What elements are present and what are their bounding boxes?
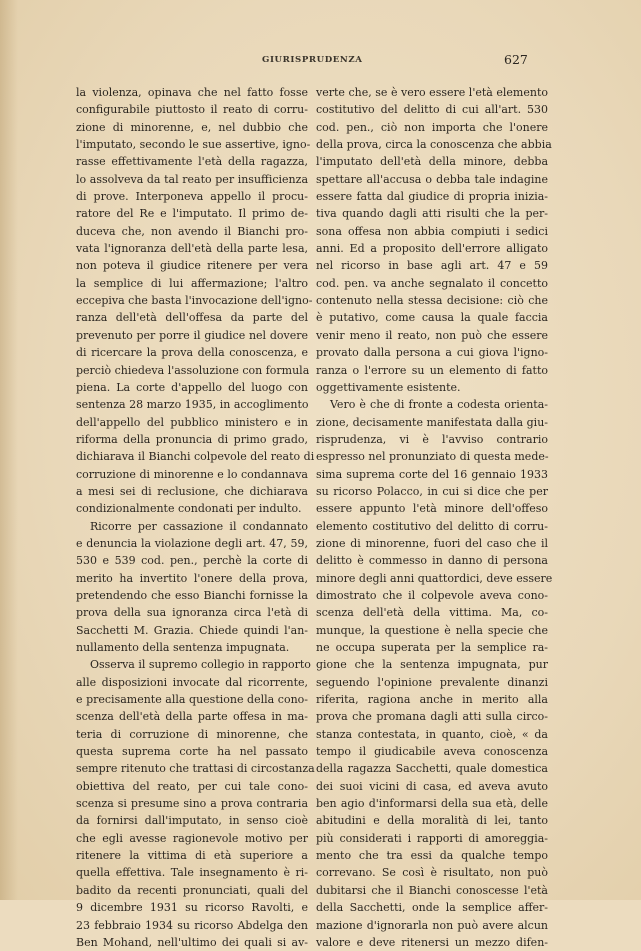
text-line: perciò chiedeva l'assoluzione con formula — [76, 363, 310, 377]
text-line: sentenza 28 marzo 1935, in accoglimento — [76, 398, 309, 412]
text-line: quella effettiva. Tale insegnamento è ri- — [76, 866, 308, 880]
text-line: a mesi sei di reclusione, che dichiarava — [76, 484, 308, 498]
text-line: condizionalmente condonati per indulto. — [76, 502, 302, 516]
text-line: Osserva il supremo collegio in rapporto — [90, 658, 311, 672]
text-line: obiettiva del reato, per cui tale cono- — [76, 779, 308, 793]
text-line: zione di minorenne, e, nel dubbio che — [76, 120, 308, 134]
text-line: espresso nel pronunziato di questa mede- — [316, 450, 549, 464]
text-line: munque, la questione è nella specie che — [316, 623, 548, 637]
text-line: scenza dell'età della parte offesa in ma- — [76, 710, 308, 724]
text-line: anni. Ed a proposito dell'errore alligato — [316, 242, 548, 256]
text-line: dimostrato che il colpevole aveva cono- — [316, 588, 548, 602]
text-line: più considerati i rapporti di amoreggia- — [316, 831, 548, 845]
text-line: la semplice di lui affermazione; l'altro — [76, 276, 308, 290]
text-line: sima suprema corte del 16 gennaio 1933 — [316, 467, 548, 481]
text-line: che egli avesse ragionevole motivo per — [76, 831, 308, 845]
text-line: dell'appello del pubblico ministero e in — [76, 415, 308, 429]
text-line: essere appunto l'età minore dell'offeso — [316, 502, 548, 516]
page-number: 627 — [504, 52, 528, 67]
text-line: della ragazza Sacchetti, quale domestica — [316, 762, 548, 776]
text-line: Sacchetti M. Grazia. Chiede quindi l'an- — [76, 623, 308, 637]
text-line: rasse effettivamente l'età della ragazza, — [76, 155, 308, 169]
text-line: su ricorso Polacco, in cui si dice che per — [316, 484, 548, 498]
text-line: l'imputato dell'età della minore, debba — [316, 155, 548, 169]
text-line: abitudini e della moralità di lei, tanto — [316, 814, 548, 828]
text-line: gione che la sentenza impugnata, pur — [316, 658, 548, 672]
text-line: piena. La corte d'appello del luogo con — [76, 380, 308, 394]
text-line: 23 febbraio 1934 su ricorso Abdelga den — [76, 918, 308, 932]
text-line: scenza dell'età della vittima. Ma, co- — [316, 606, 548, 620]
text-line: ben agio d'informarsi della sua età, delle — [316, 797, 548, 811]
text-line: ne occupa superata per la semplice ra- — [316, 641, 548, 654]
text-line: la violenza, opinava che nel fatto fosse — [76, 86, 308, 99]
text-line: non poteva il giudice ritenere per vera — [76, 259, 308, 273]
text-line: lo assolveva da tal reato per insufficienza — [76, 172, 308, 186]
text-line: pretendendo che esso Bianchi fornisse la — [76, 588, 308, 602]
text-line: teria di corruzione di minorenne, che — [76, 727, 308, 741]
text-line: costitutivo del delitto di cui all'art. 530 — [316, 103, 548, 117]
text-line: venir meno il reato, non può che essere — [316, 328, 548, 342]
text-line: delitto è commesso in danno di persona — [316, 554, 548, 568]
text-line: sona offesa non abbia compiuti i sedici — [316, 224, 548, 238]
text-line: ranza dell'età dell'offesa da parte del — [76, 311, 308, 325]
text-line: Vero è che di fronte a codesta orienta- — [330, 398, 548, 412]
text-line: correvano. Se così è risultato, non può — [316, 866, 548, 880]
text-line: badito da recenti pronunciati, quali del — [76, 883, 308, 897]
text-line: e denuncia la violazione degli art. 47, 59, — [76, 536, 308, 550]
text-line: minore degli anni quattordici, deve essere — [316, 571, 553, 585]
text-line: mento che tra essi da qualche tempo — [316, 849, 548, 863]
running-head: GIURISPRUDENZA — [262, 55, 363, 65]
text-line: verte che, se è vero essere l'età elemento — [316, 86, 548, 99]
text-line: riforma della pronuncia di primo grado, — [76, 432, 308, 446]
text-line: ritenere la vittima di età superiore a — [76, 849, 308, 863]
text-line: e precisamente alla questione della cono- — [76, 693, 308, 707]
text-line: prevenuto per porre il giudice nel dovere — [76, 328, 308, 342]
text-line: eccepiva che basta l'invocazione dell'igno- — [76, 294, 313, 308]
text-line: seguendo l'opinione prevalente dinanzi — [316, 675, 548, 689]
text-line: essere fatta dal giudice di propria inizia- — [316, 190, 548, 204]
text-line: della Sacchetti, onde la semplice affer- — [316, 901, 548, 915]
text-line: questa suprema corte ha nel passato — [76, 745, 308, 759]
text-line: prova della sua ignoranza circa l'età di — [76, 606, 308, 620]
text-line: risprudenza, vi è l'avviso contrario — [316, 432, 548, 446]
text-line: 530 e 539 cod. pen., perchè la corte di — [76, 554, 308, 568]
text-line: scenza si presume sino a prova contraria — [76, 797, 308, 811]
text-line: dichiarava il Bianchi colpevole del reato di — [76, 450, 315, 464]
text-line: corruzione di minorenne e lo condannava — [76, 467, 308, 481]
text-line: oggettivamente esistente. — [316, 380, 461, 394]
text-line: ratore del Re e l'imputato. Il primo de- — [76, 207, 308, 221]
text-line: di ricercare la prova della conoscenza, e — [76, 346, 308, 360]
text-line: alle disposizioni invocate dal ricorrente, — [76, 675, 308, 689]
text-line: zione di minorenne, fuori del caso che il — [316, 536, 548, 550]
text-line: cod. pen., ciò non importa che l'onere — [316, 120, 548, 134]
text-line: spettare all'accusa o debba tale indagine — [316, 172, 548, 186]
text-line: merito ha invertito l'onere della prova, — [76, 571, 308, 585]
text-line: contenuto nella stessa decisione: ciò che — [316, 294, 548, 308]
text-line: è putativo, come causa la quale faccia — [316, 311, 548, 325]
text-line: stanza contestata, in quanto, cioè, « da — [316, 727, 548, 741]
text-line: della prova, circa la conoscenza che abbia — [316, 138, 552, 152]
text-line: dei suoi vicini di casa, ed aveva avuto — [316, 779, 548, 793]
text-line: elemento costitutivo del delitto di corru- — [316, 519, 548, 533]
text-line: sempre ritenuto che trattasi di circostanza — [76, 762, 315, 776]
text-line: configurabile piuttosto il reato di corru- — [76, 103, 308, 117]
text-line: Ricorre per cassazione il condannato — [90, 519, 308, 533]
text-line: da fornirsi dall'imputato, in senso cioè — [76, 814, 308, 828]
text-line: dubitarsi che il Bianchi conoscesse l'età — [316, 883, 548, 897]
text-line: prova che promana dagli atti sulla circo- — [316, 710, 548, 724]
text-line: zione, decisamente manifestata dalla giu- — [316, 415, 548, 429]
text-line: nel ricorso in base agli art. 47 e 59 — [316, 259, 548, 273]
right-text-column — [316, 84, 553, 951]
text-line: tempo il giudicabile aveva conoscenza — [316, 745, 548, 759]
text-line: cod. pen. va anche segnalato il concetto — [316, 276, 548, 290]
text-line: nullamento della sentenza impugnata. — [76, 641, 290, 654]
text-line: vata l'ignoranza dell'età della parte lesa, — [76, 242, 308, 256]
text-line: di prove. Interponeva appello il procu- — [76, 190, 308, 204]
text-line: valore e deve ritenersi un mezzo difen- — [316, 935, 548, 949]
text-line: mazione d'ignorarla non può avere alcun — [316, 918, 548, 932]
text-line: 9 dicembre 1931 su ricorso Ravolti, e — [76, 901, 308, 915]
text-line: duceva che, non avendo il Bianchi pro- — [76, 224, 308, 238]
text-line: l'imputato, secondo le sue assertive, igno- — [76, 138, 311, 152]
text-line: tiva quando dagli atti risulti che la per- — [316, 207, 548, 221]
text-line: riferita, ragiona anche in merito alla — [316, 693, 548, 707]
text-line: provato dalla persona a cui giova l'igno- — [316, 346, 548, 360]
left-text-column — [76, 84, 315, 951]
text-line: ranza o l'errore su un elemento di fatto — [316, 363, 548, 377]
text-line: Ben Mohand, nell'ultimo dei quali si av- — [76, 935, 308, 949]
